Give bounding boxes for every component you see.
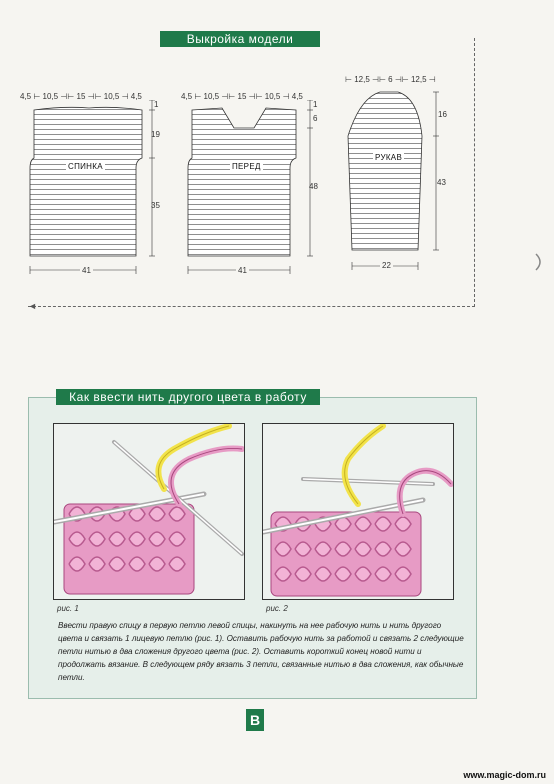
figure-1-caption: рис. 1 <box>57 604 79 613</box>
back-side-1: 1 <box>154 100 159 109</box>
figure-2 <box>262 423 454 600</box>
front-side-3: 48 <box>309 182 318 191</box>
sleeve-width: 22 <box>382 261 391 270</box>
back-side-2: 19 <box>151 130 160 139</box>
back-piece-drawing <box>24 100 174 285</box>
technique-title: Как ввести нить другого цвета в работу <box>56 389 320 405</box>
knitting-illustration-2 <box>263 424 453 599</box>
sleeve-side-1: 16 <box>438 110 447 119</box>
figure-1 <box>53 423 245 600</box>
technique-instructions: Ввести правую спицу в первую петлю левой спицы, накинуть на нее рабочую нить и нить другого цвета и связать 1 лицевую петлю (рис. 1). Оставить рабочую нить за работой и связать 2 следующие петли нитью в два сложения другого цвета (рис. 2). Оставить короткий конец новой нити и продолжать вязание. В следующем ряду вязать 3 петли, связанные нитью в два сложения, как обычные петли. <box>58 621 464 682</box>
sleeve-label: РУКАВ <box>375 153 403 162</box>
front-side-1: 1 <box>313 100 318 109</box>
back-top-dimensions: 4,5 ⊢ 10,5 ⊣⊢ 15 ⊣⊢ 10,5 ⊣ 4,5 <box>20 92 142 101</box>
footer-url: www.magic-dom.ru <box>463 770 546 780</box>
sleeve-top-dimensions: ⊢ 12,5 ⊣⊢ 6 ⊣⊢ 12,5 ⊣ <box>345 75 436 84</box>
front-label: ПЕРЕД <box>232 162 261 171</box>
back-label: СПИНКА <box>68 162 103 171</box>
binder-hole-icon <box>534 250 548 274</box>
sleeve-side-2: 43 <box>437 178 446 187</box>
figure-2-caption: рис. 2 <box>266 604 288 613</box>
front-side-2: 6 <box>313 114 318 123</box>
front-piece-drawing <box>182 100 332 285</box>
back-side-3: 35 <box>151 201 160 210</box>
front-top-dimensions: 4,5 ⊢ 10,5 ⊣⊢ 15 ⊣⊢ 10,5 ⊣ 4,5 <box>181 92 303 101</box>
knitting-illustration-1 <box>54 424 244 599</box>
back-width: 41 <box>82 266 91 275</box>
front-width: 41 <box>238 266 247 275</box>
page-letter: В <box>246 709 264 731</box>
cut-arrow-icon: ◄ <box>28 301 37 311</box>
pattern-title: Выкройка модели <box>160 31 320 47</box>
